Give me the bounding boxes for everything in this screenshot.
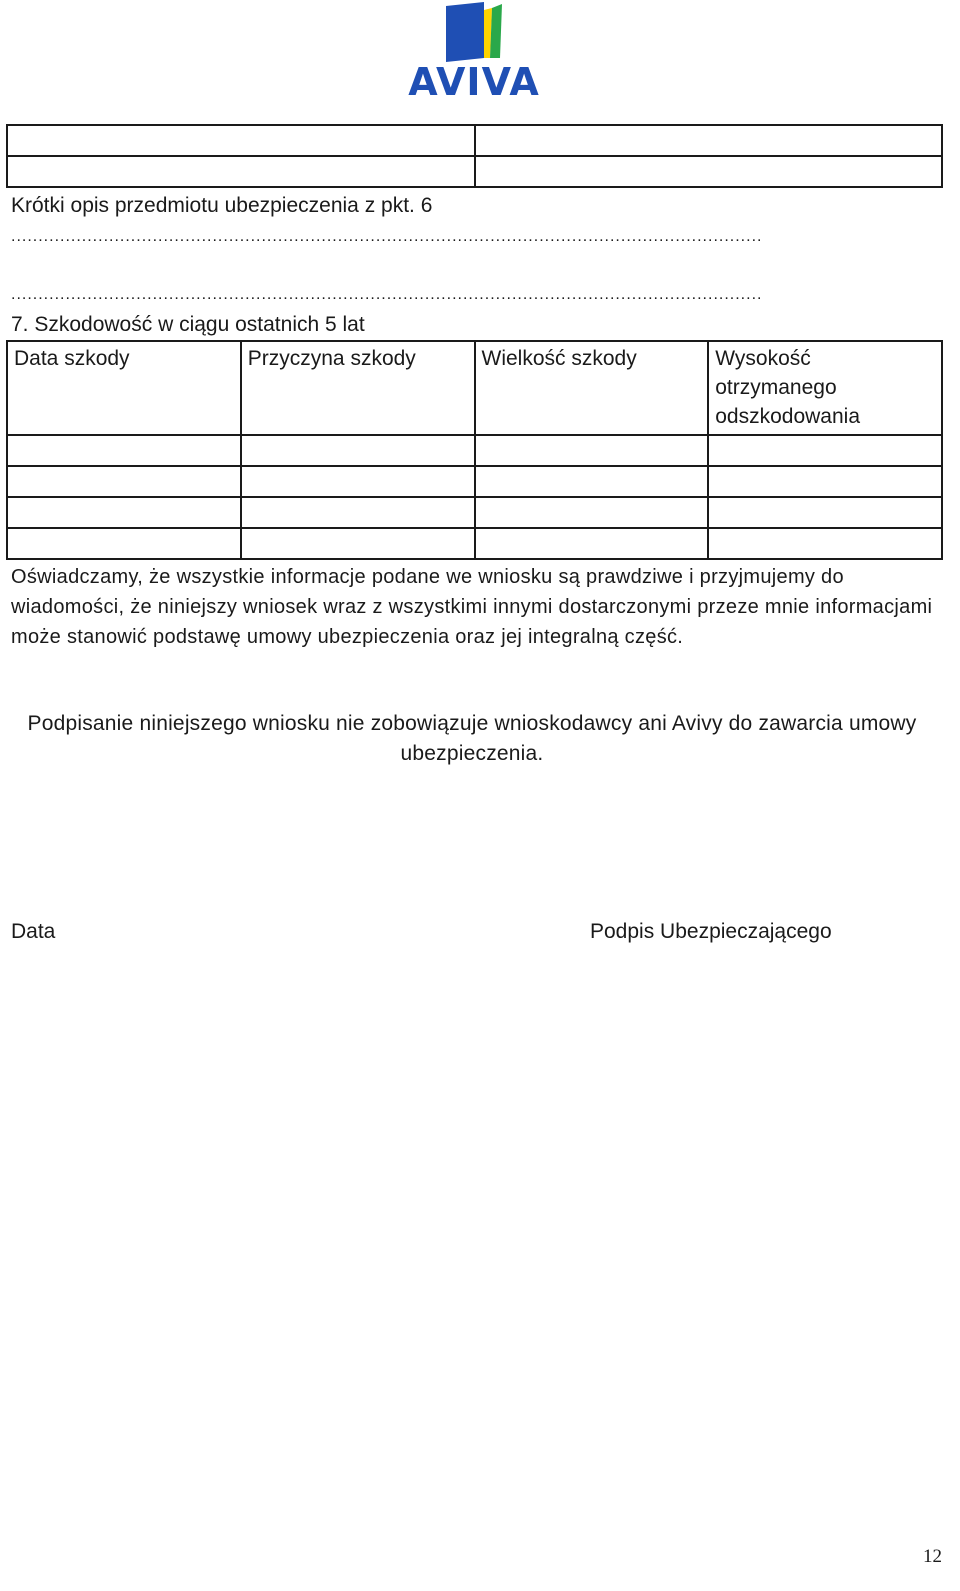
section6-label: Krótki opis przedmiotu ubezpieczenia z pkt. 6	[11, 194, 433, 217]
col-header-claim-cause: Przyczyna szkody	[241, 341, 475, 435]
col-header-compensation-received: Wysokość otrzymanego odszkodowania	[708, 341, 942, 435]
col-header-claim-date: Data szkody	[7, 341, 241, 435]
table-header-row	[7, 341, 942, 435]
table-row	[7, 528, 942, 559]
table-cell[interactable]	[241, 497, 475, 528]
table-row	[7, 156, 942, 187]
aviva-emblem-icon	[404, 2, 544, 64]
table-cell[interactable]	[475, 435, 709, 466]
date-label: Data	[11, 920, 56, 943]
table-cell[interactable]	[475, 528, 709, 559]
table-cell[interactable]	[241, 435, 475, 466]
table-cell[interactable]	[7, 156, 475, 187]
table-cell[interactable]	[241, 466, 475, 497]
non-binding-notice: Podpisanie niniejszego wniosku nie zobowiązuje wnioskodawcy ani Avivy do zawarcia umowy ubezpieczenia.	[27, 712, 917, 765]
table-cell[interactable]	[475, 497, 709, 528]
table-cell[interactable]	[708, 466, 942, 497]
table-cell[interactable]	[7, 435, 241, 466]
table-cell[interactable]	[7, 497, 241, 528]
aviva-logo	[404, 2, 544, 102]
table-cell[interactable]	[475, 125, 943, 156]
table-cell[interactable]	[7, 125, 475, 156]
page-number: 12	[923, 1546, 942, 1567]
table-row	[7, 435, 942, 466]
declaration-line-2: wiadomości, że niniejszy wniosek wraz z wszystkimi innymi dostarczonymi przeze mnie informacjami może stanowić podstawę umowy ubezpieczenia oraz jej integralną część.	[11, 596, 933, 648]
section6-fill-line-2[interactable]: ..........................................................................................................................................	[11, 286, 763, 303]
col-header-claim-size: Wielkość szkody	[475, 341, 709, 435]
previous-section-table	[6, 124, 943, 188]
table-cell[interactable]	[7, 466, 241, 497]
section7-title: 7. Szkodowość w ciągu ostatnich 5 lat	[11, 313, 365, 336]
table-row	[7, 466, 942, 497]
table-cell[interactable]	[7, 528, 241, 559]
signature-label: Podpis Ubezpieczającego	[590, 920, 832, 943]
claims-history-table	[6, 340, 943, 560]
table-cell[interactable]	[241, 528, 475, 559]
declaration-text	[11, 562, 941, 652]
table-cell[interactable]	[708, 497, 942, 528]
table-cell[interactable]	[708, 435, 942, 466]
section6-fill-line-1[interactable]: ..........................................................................................................................................	[11, 228, 763, 245]
declaration-line-1: Oświadczamy, że wszystkie informacje podane we wniosku są prawdziwe i przyjmujemy do	[11, 566, 844, 588]
table-row	[7, 497, 942, 528]
table-row	[7, 125, 942, 156]
table-cell[interactable]	[475, 466, 709, 497]
aviva-wordmark: AVIVA	[408, 60, 540, 104]
table-cell[interactable]	[708, 528, 942, 559]
table-cell[interactable]	[475, 156, 943, 187]
